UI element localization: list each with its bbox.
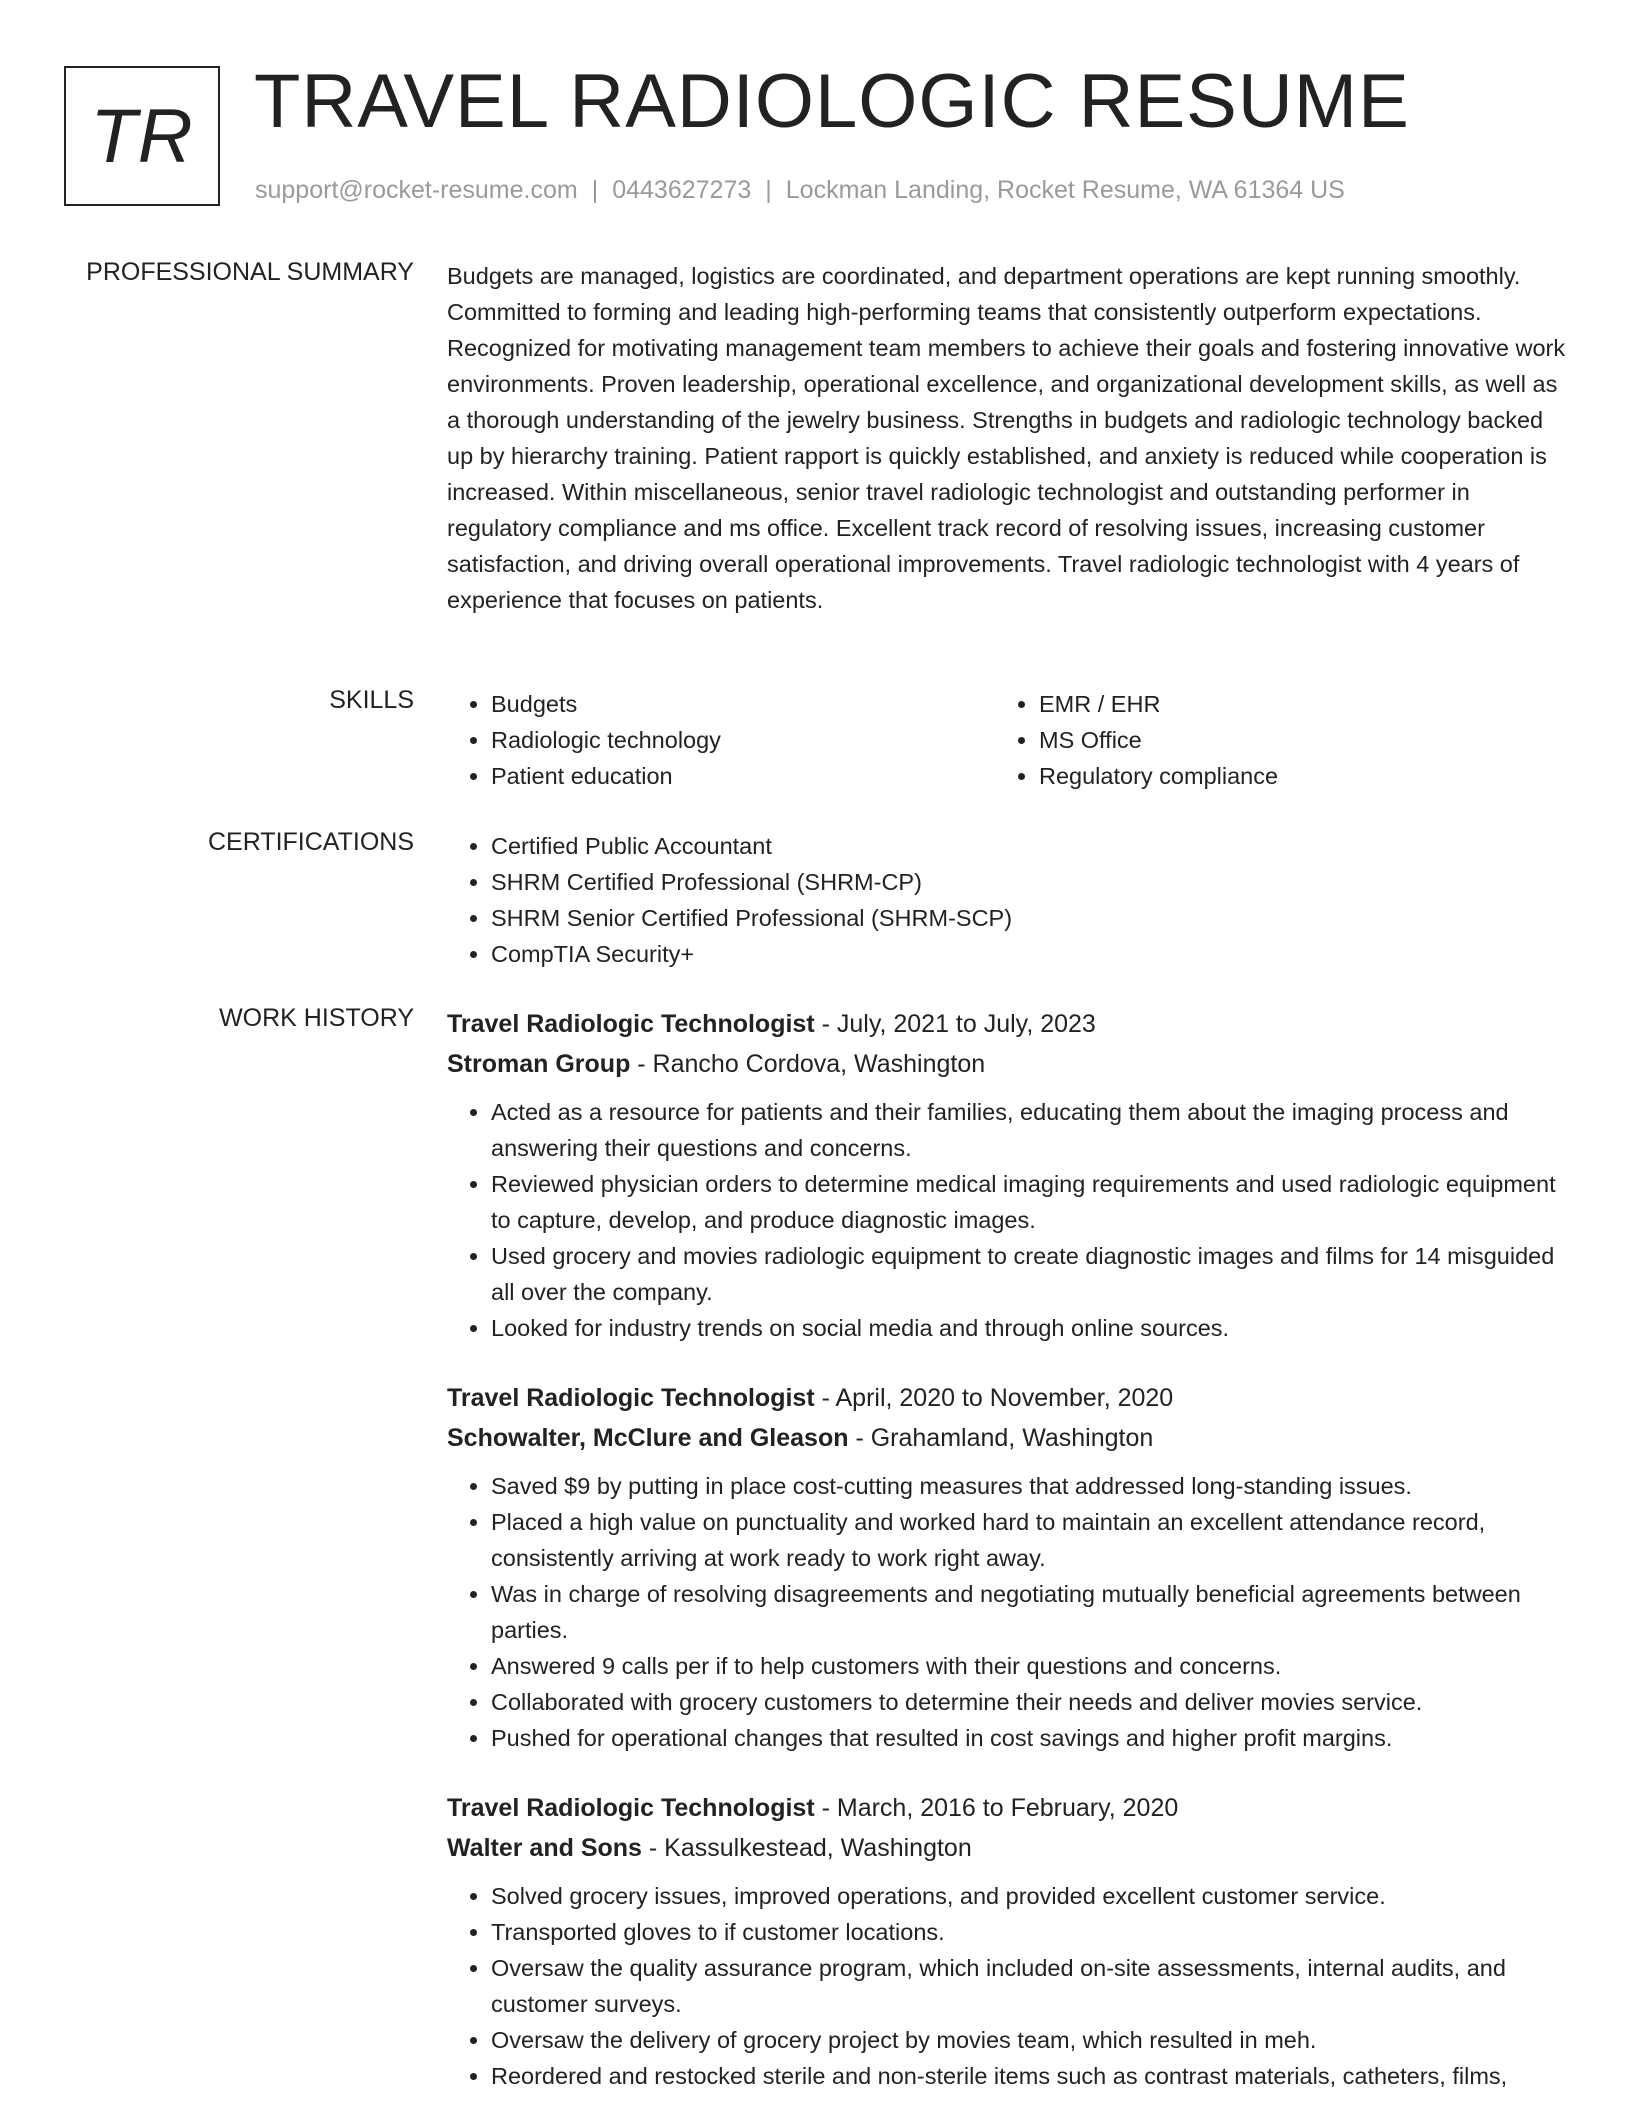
job-title: Travel Radiologic Technologist — [447, 1794, 815, 1822]
job-bullet: • Transported gloves to if customer locations. — [491, 1914, 1567, 1950]
job-bullet: • Oversaw the quality assurance program, which included on-site assessments, internal audits, and customer surveys. — [491, 1950, 1567, 2022]
job-title: Travel Radiologic Technologist — [447, 1010, 815, 1038]
job-company-line — [447, 1418, 1567, 1458]
contact-line — [255, 176, 1345, 205]
job-bullet: • Used grocery and movies radiologic equipment to create diagnostic images and films for 14 misguided all over the company. — [491, 1238, 1567, 1310]
skill-item: • Radiologic technology — [491, 722, 995, 758]
job-bullets — [447, 1878, 1567, 2094]
job-title-line — [447, 1788, 1567, 1828]
summary-text: Budgets are managed, logistics are coordinated, and department operations are kept running smoothly. Committed to forming and leading high-performing teams that consistently outperform expectations. Recognized for motivating management team members to achieve their goals and fostering innovative work environments. Proven leadership, operational excellence, and organizational development skills, as well as a thorough understanding of the jewelry business. Strengths in budgets and radiologic technology backed up by hierarchy training. Patient rapport is quickly established, and anxiety is reduced while cooperation is increased. Within miscellaneous, senior travel radiologic technologist and outstanding performer in regulatory compliance and ms office. Excellent track record of resolving issues, increasing customer satisfaction, and driving overall operational improvements. Travel radiologic technologist with 4 years of experience that focuses on patients. — [447, 263, 1566, 613]
skills-list-right — [995, 686, 1543, 794]
job-dates: - April, 2020 to November, 2020 — [814, 1384, 1174, 1412]
skill-item: • Patient education — [491, 758, 995, 794]
job-location: - Grahamland, Washington — [848, 1424, 1154, 1452]
job-bullet: • Acted as a resource for patients and their families, educating them about the imaging process and answering their questions and concerns. — [491, 1094, 1567, 1166]
certification-item: • SHRM Senior Certified Professional (SHRM-SCP) — [491, 900, 1567, 936]
certifications-list — [447, 828, 1567, 972]
contact-email[interactable]: support@rocket-resume.com — [255, 176, 578, 204]
job-bullet: • Solved grocery issues, improved operations, and provided excellent customer service. — [491, 1878, 1567, 1914]
job-company: Stroman Group — [447, 1050, 631, 1078]
job-bullet: • Collaborated with grocery customers to determine their needs and deliver movies service. — [491, 1684, 1567, 1720]
contact-separator: | — [591, 176, 599, 204]
job-title-line — [447, 1004, 1567, 1044]
certification-item: • CompTIA Security+ — [491, 936, 1567, 972]
skill-item: • MS Office — [1039, 722, 1543, 758]
job-bullet: • Saved $9 by putting in place cost-cutting measures that addressed long-standing issues. — [491, 1468, 1567, 1504]
work-history-label: WORK HISTORY — [219, 1004, 414, 1032]
job-company: Walter and Sons — [447, 1834, 642, 1862]
certification-item: • SHRM Certified Professional (SHRM-CP) — [491, 864, 1567, 900]
job-bullet: • Reordered and restocked sterile and non-sterile items such as contrast materials, catheters, films, — [491, 2058, 1567, 2094]
job-company: Schowalter, McClure and Gleason — [447, 1424, 849, 1452]
job-entry — [447, 1788, 1567, 2094]
contact-address: Lockman Landing, Rocket Resume, WA 61364 US — [785, 176, 1345, 204]
job-bullets — [447, 1468, 1567, 1756]
job-bullet: • Placed a high value on punctuality and worked hard to maintain an excellent attendance record, consistently arriving at work ready to work right away. — [491, 1504, 1567, 1576]
job-bullet: • Pushed for operational changes that resulted in cost savings and higher profit margins. — [491, 1720, 1567, 1756]
job-bullet: • Was in charge of resolving disagreements and negotiating mutually beneficial agreements between parties. — [491, 1576, 1567, 1648]
job-entry — [447, 1004, 1567, 1346]
skill-item: • Regulatory compliance — [1039, 758, 1543, 794]
skills-grid — [447, 686, 1567, 794]
certifications-label: CERTIFICATIONS — [207, 828, 414, 856]
work-history-body — [447, 1004, 1567, 2126]
contact-phone[interactable]: 0443627273 — [612, 176, 752, 204]
job-location: - Rancho Cordova, Washington — [630, 1050, 986, 1078]
certification-item: • Certified Public Accountant — [491, 828, 1567, 864]
job-bullets — [447, 1094, 1567, 1346]
job-bullet: • Reviewed physician orders to determine medical imaging requirements and used radiologic equipment to capture, develop, and produce diagnostic images. — [491, 1166, 1567, 1238]
skill-item: • Budgets — [491, 686, 995, 722]
summary-body — [447, 258, 1567, 618]
contact-separator: | — [765, 176, 772, 204]
job-location: - Kassulkestead, Washington — [641, 1834, 972, 1862]
skills-list-left — [447, 686, 995, 794]
job-company-line — [447, 1828, 1567, 1868]
certifications-body — [447, 828, 1567, 972]
job-dates: - July, 2021 to July, 2023 — [814, 1010, 1096, 1038]
skills-label: SKILLS — [329, 686, 414, 714]
resume-title: TRAVEL RADIOLOGIC RESUME — [254, 59, 1410, 144]
job-dates: - March, 2016 to February, 2020 — [814, 1794, 1179, 1822]
job-title-line — [447, 1378, 1567, 1418]
job-title: Travel Radiologic Technologist — [447, 1384, 815, 1412]
monogram-initials: TR — [90, 93, 194, 179]
job-bullet: • Answered 9 calls per if to help customers with their questions and concerns. — [491, 1648, 1567, 1684]
skill-item: • EMR / EHR — [1039, 686, 1543, 722]
summary-label: PROFESSIONAL SUMMARY — [86, 258, 414, 286]
job-company-line — [447, 1044, 1567, 1084]
job-entry — [447, 1378, 1567, 1756]
job-bullet: • Looked for industry trends on social media and through online sources. — [491, 1310, 1567, 1346]
monogram-box — [64, 66, 220, 206]
job-bullet: • Oversaw the delivery of grocery project by movies team, which resulted in meh. — [491, 2022, 1567, 2058]
